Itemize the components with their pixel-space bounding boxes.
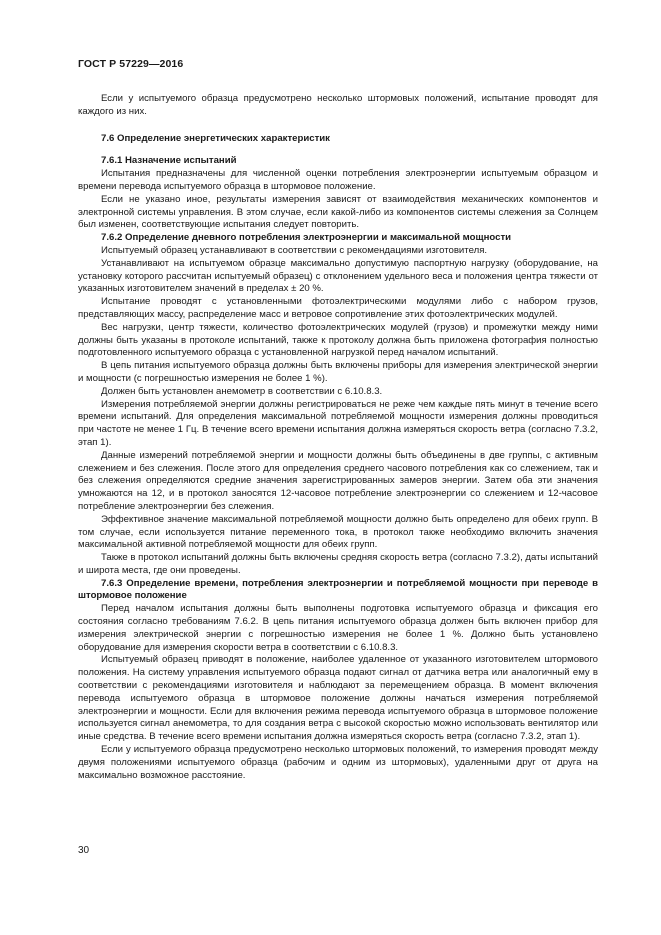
page-number: 30 [78,845,90,856]
intro-paragraph: Если у испытуемого образца предусмотрено несколько штормовых положений, испытание проводят для каждого из них. [78,93,598,117]
paragraph: Если у испытуемого образца предусмотрено несколько штормовых положений, то измерения проводят между двумя положениями испытуемого образца (рабочим и одним из штормовых), удаленными друг от друга на максимально возможное расстояние. [78,744,598,781]
paragraph: Данные измерений потребляемой энергии и мощности должны быть объединены в две группы, с активным слежением и без слежения. После этого для определения среднего часового потребления как со слежением, так и без слежения определяются средние значения зарегистрированных замеров энергии. Затем оба эти значения умножаются на 12, и в протокол заносятся 12-часовое потребление электроэнергии со слежением и 12-часовое потребление электроэнергии без слежения. [78,449,598,512]
paragraph: Должен быть установлен анемометр в соответствии с 6.10.8.3. [101,385,383,397]
section-7-6-title: 7.6 Определение энергетических характеристик [101,132,330,144]
paragraph: Вес нагрузки, центр тяжести, количество фотоэлектрических модулей (грузов) и промежутки между ними должны быть указаны в протоколе испытаний, также к протоколу должна быть приложена фотография полностью подготовленного испытуемого образца с установленной нагрузкой перед началом испытаний. [78,321,598,359]
paragraph: Испытание проводят с установленными фотоэлектрическими модулями либо с набором грузов, представляющих массу, распределение масс и ветровое сопротивление этих фотоэлектрических модулей. [78,296,598,320]
paragraph: Также в протокол испытаний должны быть включены средняя скорость ветра (согласно 7.3.2), даты испытаний и широта места, где они проведены. [78,552,598,576]
paragraph: Испытания предназначены для численной оценки потребления электроэнергии испытуемым образцом и времени перевода испытуемого образца в штормовое положение. [78,168,598,192]
section-7-6-2-title: 7.6.2 Определение дневного потребления электроэнергии и максимальной мощности [101,232,512,244]
paragraph: Измерения потребляемой энергии должны регистрироваться не реже чем каждые пять минут в течение всего времени испытаний. Для определения максимальной потребляемой мощности измерения должны проводиться при частоте не менее 1 Гц. В течение всего времени испытания должна измеряться скорость ветра (согласно 7.3.2, этап 1). [78,398,598,448]
paragraph: Эффективное значение максимальной потребляемой мощности должно быть определено для обеих групп. В том случае, если используется питание переменного тока, в протокол также необходимо включить значения максимальной активной потребляемой мощности для обеих групп. [78,513,598,551]
paragraph: Испытуемый образец приводят в положение, наиболее удаленное от указанного изготовителем штормового положения. На систему управления испытуемого образца подают сигнал от датчика ветра или аналогичный ему в соответствии с рекомендациями изготовителя и наблюдают за перемещением образца. В момент включения перевода испытуемого образца в штормовое положение должны начаться измерения потребляемой электроэнергии и мощности. Если для включения режима перевода испытуемого образца в штормовое положение используется сигнал анемометра, то для создания ветра с высокой скоростью можно использовать вентилятор или иные средства. В течение всего времени испытания должна измеряться скорость ветра (согласно 7.3.2, этап 1). [78,654,598,743]
paragraph: Если не указано иное, результаты измерения зависят от взаимодействия механических компонентов и электронной системы управления. В этом случае, если какой-либо из компонентов системы слежения за Солнцем был изменен, соответствующие испытания следует повторить. [78,193,598,231]
document-body [78,93,598,782]
paragraph: В цепь питания испытуемого образца должны быть включены приборы для измерения электрической энергии и мощности (с погрешностью измерения не более 1 %). [78,360,598,384]
section-7-6-1-title: 7.6.1 Назначение испытаний [101,155,237,167]
paragraph: Перед началом испытания должны быть выполнены подготовка испытуемого образца и фиксация его состояния согласно требованиям 7.6.2. В цепь питания испытуемого образца должен быть включен прибор для измерения электрической энергии с погрешностью измерения не более 1 %. Должно быть установлено оборудование для измерения скорости ветра в соответствии с 6.10.8.3. [78,603,598,653]
document-header: ГОСТ Р 57229—2016 [78,58,184,70]
section-7-6-3-title: 7.6.3 Определение времени, потребления электроэнергии и потребляемой мощности при переводе в штормовое положение [78,577,598,602]
paragraph: Устанавливают на испытуемом образце максимально допустимую паспортную нагрузку (оборудование, на установку которого рассчитан испытуемый образец) с отклонением удельного веса и положения центра тяжести от указанных изготовителем значений в пределах ± 20 %. [78,257,598,295]
paragraph: Испытуемый образец устанавливают в соответствии с рекомендациями изготовителя. [101,244,488,256]
